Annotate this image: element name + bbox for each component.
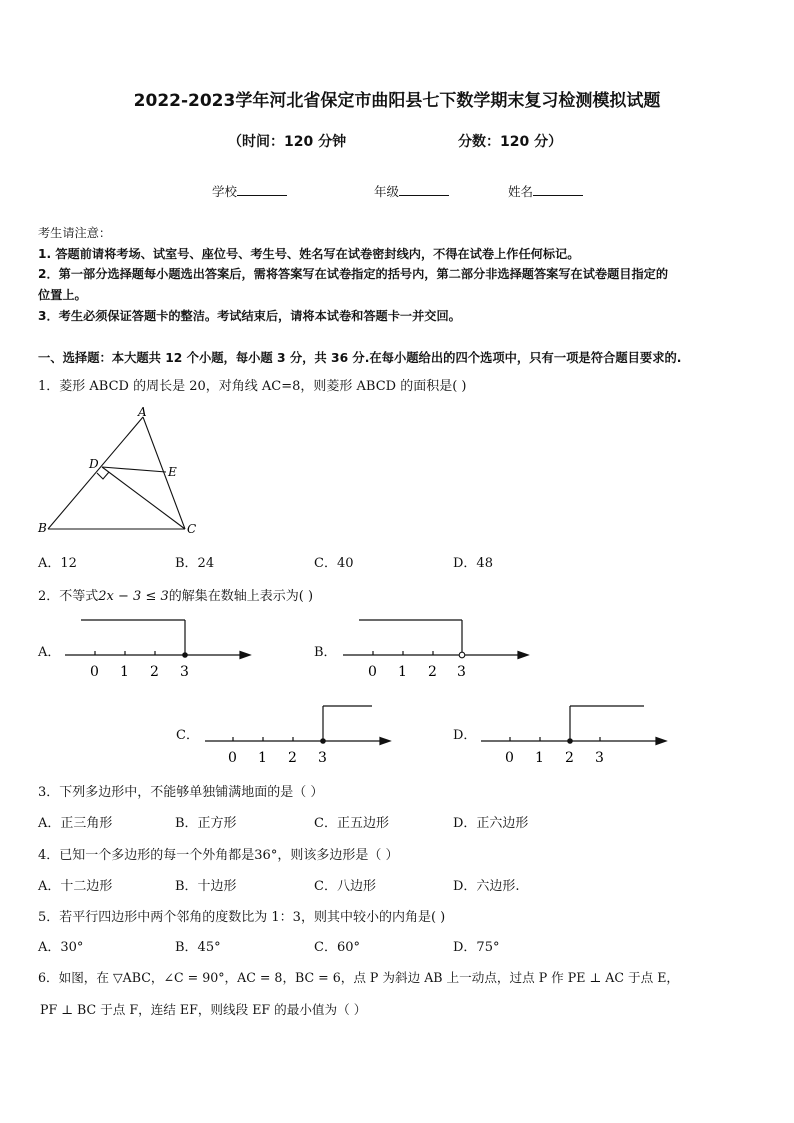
- note-1: 1. 答题前请将考场、试室号、座位号、考生号、姓名写在试卷密封线内，不得在试卷上作任何标记。: [38, 247, 580, 261]
- q2-numberline-d[interactable]: [476, 698, 671, 768]
- tick-0: 0: [505, 750, 514, 766]
- q2-numberline-b[interactable]: [338, 612, 533, 682]
- q3-stem: 3．下列多边形中，不能够单独铺满地面的是（ ）: [38, 785, 324, 800]
- section-heading: 一、选择题：本大题共 12 个小题，每小题 3 分，共 36 分.在每小题给出的四个选项中，只有一项是符合题目要求的.: [38, 351, 682, 365]
- q2-inequality: 2x − 3 ≤ 3: [98, 589, 169, 604]
- q5-option-c[interactable]: C．60°: [314, 940, 360, 955]
- school-blank[interactable]: [237, 184, 287, 196]
- label-D: D: [89, 457, 99, 471]
- q6-stem-line2: PF ⊥ BC 于点 F，连结 EF，则线段 EF 的最小值为（ ）: [40, 1002, 367, 1017]
- q5-option-d[interactable]: D．75°: [453, 940, 500, 955]
- q1-option-c[interactable]: C．40: [314, 556, 354, 571]
- q5-stem: 5．若平行四边形中两个邻角的度数比为 1：3，则其中较小的内角是( ): [38, 910, 446, 925]
- q2-option-d-label[interactable]: D．: [453, 728, 477, 743]
- tick-0: 0: [90, 664, 99, 680]
- school-field[interactable]: [212, 182, 287, 200]
- q2-option-c-label[interactable]: C．: [176, 728, 199, 743]
- tick-2: 2: [565, 750, 574, 766]
- q2-stem-suffix: 的解集在数轴上表示为( ): [168, 589, 314, 604]
- label-C: C: [187, 522, 197, 536]
- notes-heading: 考生请注意：: [38, 226, 112, 240]
- q4-option-a[interactable]: A．十二边形: [38, 879, 113, 894]
- q2-option-b-label[interactable]: B．: [314, 645, 337, 660]
- q4-stem: 4．已知一个多边形的每一个外角都是36°，则该多边形是（ ）: [38, 848, 399, 863]
- q2-stem-prefix: 2．不等式: [38, 589, 99, 604]
- q3-option-a[interactable]: A．正三角形: [38, 816, 113, 831]
- q3-option-b[interactable]: B．正方形: [175, 816, 237, 831]
- exam-time: （时间：120 分钟: [228, 134, 347, 150]
- tick-3: 3: [457, 664, 466, 680]
- q1-option-d[interactable]: D．48: [453, 556, 493, 571]
- tick-2: 2: [288, 750, 297, 766]
- name-blank[interactable]: [533, 184, 583, 196]
- note-2-cont: 位置上。: [38, 288, 87, 302]
- label-E: E: [168, 465, 177, 479]
- q4-option-b[interactable]: B．十边形: [175, 879, 237, 894]
- tick-1: 1: [258, 750, 267, 766]
- grade-blank[interactable]: [399, 184, 449, 196]
- tick-0: 0: [368, 664, 377, 680]
- tick-3: 3: [595, 750, 604, 766]
- q2-stem: [38, 585, 313, 604]
- tick-0: 0: [228, 750, 237, 766]
- tick-3: 3: [180, 664, 189, 680]
- grade-label: 年级: [374, 184, 400, 199]
- name-field[interactable]: [508, 182, 583, 200]
- q3-option-d[interactable]: D．正六边形: [453, 816, 529, 831]
- q1-figure: [32, 402, 212, 537]
- q2-numberline-c[interactable]: [200, 698, 395, 768]
- tick-1: 1: [120, 664, 129, 680]
- q1-option-a[interactable]: A．12: [38, 556, 77, 571]
- note-2: 2．第一部分选择题每小题选出答案后，需将答案写在试卷指定的括号内，第二部分非选择题答案写在试卷题目指定的: [38, 267, 669, 281]
- name-label: 姓名: [508, 184, 534, 199]
- tick-1: 1: [398, 664, 407, 680]
- q5-option-b[interactable]: B．45°: [175, 940, 221, 955]
- q2-numberline-a[interactable]: [60, 612, 255, 682]
- exam-title: 2022-2023学年河北省保定市曲阳县七下数学期末复习检测模拟试题: [133, 91, 661, 111]
- exam-score: 分数：120 分）: [458, 134, 563, 150]
- q6-stem-line1: 6．如图，在 ▽ABC，∠C = 90°，AC = 8，BC = 6，点 P 为斜边 AB 上一动点，过点 P 作 PE ⊥ AC 于点 E，: [38, 970, 680, 985]
- label-A: A: [138, 405, 147, 419]
- q1-option-b[interactable]: B．24: [175, 556, 215, 571]
- tick-2: 2: [428, 664, 437, 680]
- grade-field[interactable]: [374, 182, 449, 200]
- tick-2: 2: [150, 664, 159, 680]
- q3-option-c[interactable]: C．正五边形: [314, 816, 389, 831]
- q4-option-d[interactable]: D．六边形.: [453, 879, 520, 894]
- school-label: 学校: [212, 184, 238, 199]
- q2-option-a-label[interactable]: A．: [38, 645, 61, 660]
- q1-stem: 1．菱形 ABCD 的周长是 20，对角线 AC=8，则菱形 ABCD 的面积是( ): [38, 379, 467, 394]
- label-B: B: [38, 521, 47, 535]
- q4-option-c[interactable]: C．八边形: [314, 879, 376, 894]
- tick-3: 3: [318, 750, 327, 766]
- tick-1: 1: [535, 750, 544, 766]
- note-3: 3．考生必须保证答题卡的整洁。考试结束后，请将本试卷和答题卡一并交回。: [38, 309, 461, 323]
- q5-option-a[interactable]: A．30°: [38, 940, 84, 955]
